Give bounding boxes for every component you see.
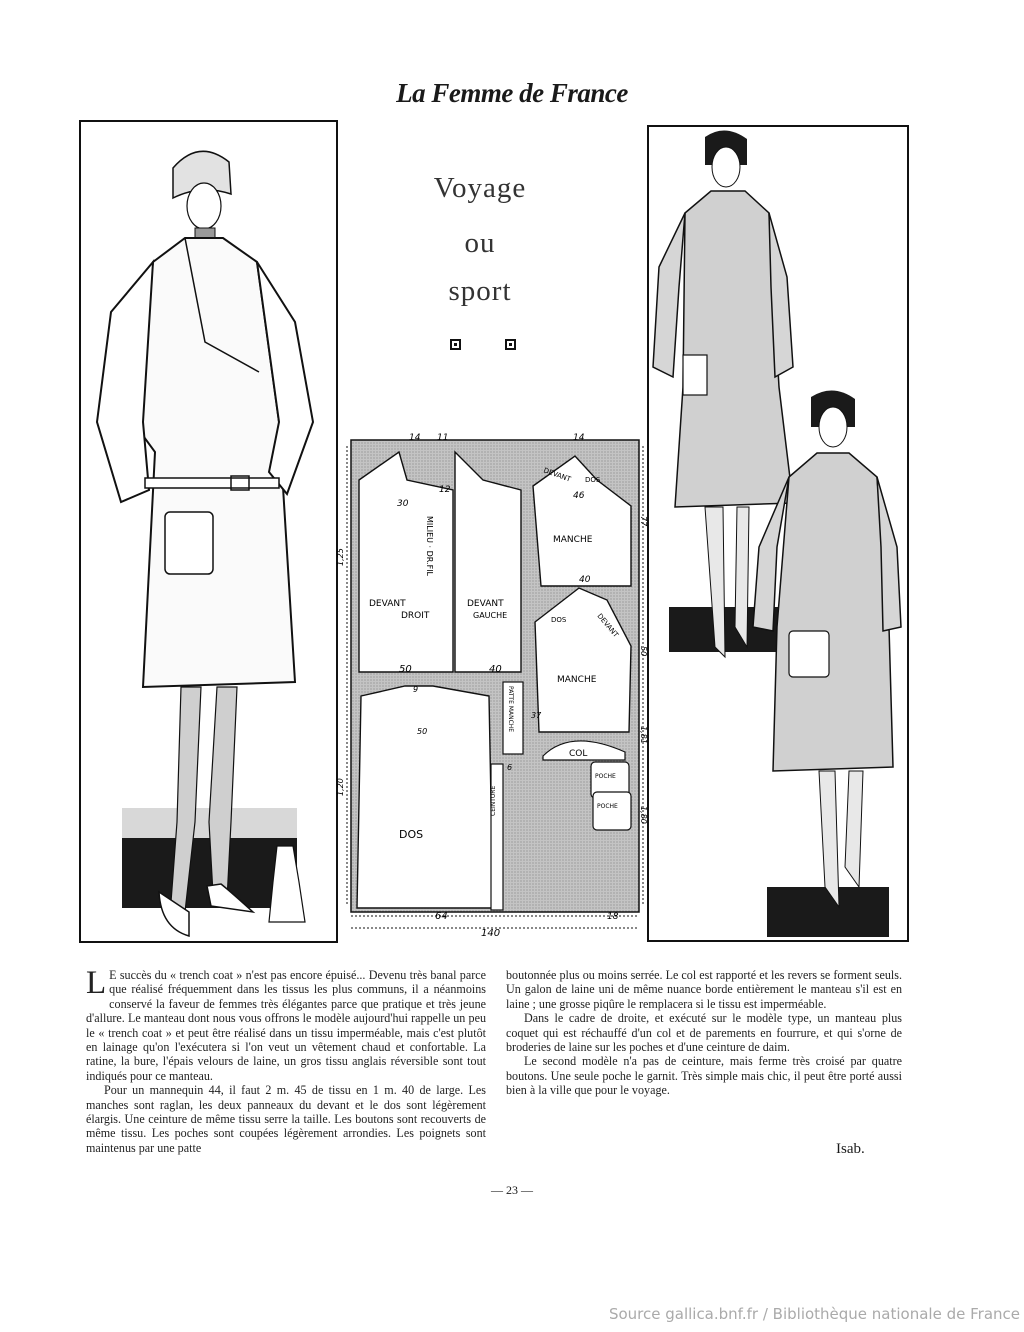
measure-14b: 14 [573,433,585,443]
ornament-icon [505,339,516,350]
article-paragraph: Pour un mannequin 44, il faut 2 m. 45 de tissu en 1 m. 40 de large. Les manches sont raglan, les deux panneaux du devant et le dos sont légèrement élargis. Une ceinture de même tissu serre la taille. Les boutons sont recouverts de même tissu. Les poches sont coupées légèrement arrondies. Les poignets sont maintenus par une patte [86,1083,486,1155]
measure-14a: 14 [409,433,421,443]
measure-125: 1,25 [336,548,345,566]
label-patte-manche: PATTE MANCHE [507,686,514,733]
measure-18: 18 [607,912,619,922]
right-illustration-frame [647,125,909,942]
title-sport: sport [448,275,512,307]
article-paragraph: Dans le cadre de droite, et exécuté sur le modèle type, un manteau plus coquet qui est réchauffé d'un col et de parements en fourrure, et qui s'orne de broderies de laine sur les poches et d'une ceinture de daim. [506,1011,902,1055]
measure-180: 1,80 [639,806,648,824]
sewing-pattern-diagram [336,433,648,939]
label-ceinture: CEINTURE [490,785,497,816]
measure-40a: 40 [579,575,591,585]
measure-120: 1,20 [336,778,345,796]
measure-64: 64 [435,911,448,922]
label-manche-top: MANCHE [553,535,593,545]
measure-6: 6 [507,763,513,772]
source-footer: Source gallica.bnf.fr / Bibliothèque nationale de France [608,1305,1020,1323]
measure-181: 1,81 [639,726,648,744]
coats-illustration [649,127,907,940]
label-devant-droit-2: DROIT [401,611,430,621]
masthead-logo: La Femme de France [396,78,628,108]
label-devant-gauche-1: DEVANT [467,599,504,609]
measure-50c: 50 [639,646,648,657]
measure-140: 140 [481,928,501,939]
measure-40b: 40 [489,664,502,675]
measure-12: 12 [439,485,451,495]
label-poche-2: POCHE [597,803,618,810]
left-illustration-frame [79,120,338,943]
article-column-left [86,965,486,1155]
label-devant-small-bottom: DEVANT [595,612,620,640]
measure-9: 9 [413,685,419,694]
measure-30: 30 [397,499,409,509]
measure-11: 11 [437,433,449,443]
ornament-icon [450,339,461,350]
label-devant-droit-1: DEVANT [369,599,406,609]
label-dos-small-top: DOS [585,476,601,484]
label-milieu: MILIEU · DR.FIL [425,516,434,577]
article-column-right [506,968,902,1098]
label-manche-bottom: MANCHE [557,675,597,685]
title-ou: ou [464,227,496,259]
measure-50a: 50 [399,664,412,675]
label-dos: DOS [399,828,424,841]
page-number: — 23 — [491,1183,533,1197]
label-dos-small-bottom: DOS [551,616,567,624]
title-ornaments [450,339,516,350]
label-devant-gauche-2: GAUCHE [473,611,508,620]
drop-cap: L [86,965,107,1001]
author-signature: Isab. [836,1141,865,1157]
label-col: COL [569,749,588,759]
measure-37: 37 [531,711,542,720]
article-paragraph: L E succès du « trench coat » n'est pas encore épuisé... Devenu très banal parce que réalisé fréquemment dans les tissus les plus communs, il a néanmoins conservé la faveur de femmes très élégantes parce que pratique et très jeune d'allure. Le manteau dont nous vous offrons le modèle aujourd'hui rappelle un peu le « trench coat » et peut être réalisé dans un tissu imperméable, mais c'est plutôt en lainage qu'on l'exécutera si l'on veut un vêtement chaud et confortable. La ratine, la bure, l'épais velours de laine, un gros tissu anglais réversible sont tout indiqués pour ce manteau. [86,965,486,1083]
measure-50b: 50 [417,727,428,736]
title-voyage: Voyage [433,172,527,204]
trench-coat-illustration [81,122,336,941]
article-paragraph: boutonnée plus ou moins serrée. Le col est rapporté et les revers se forment seuls. Un galon de laine uni de même nuance borde entièrement le manteau s'il est en laine ; une grosse piqûre le remplacera si le tissu est imperméable. [506,968,902,1011]
measure-46: 46 [573,491,585,501]
measure-77: 77 [639,516,648,527]
pattern-drawing [336,433,648,939]
article-paragraph: Le second modèle n'a pas de ceinture, mais ferme très croisé par quatre boutons. Une seule poche le garnit. Très simple mais chic, il peut être porté aussi bien à la ville que pour le voyage. [506,1054,902,1098]
label-devant-small-top: DEVANT [542,466,572,484]
label-poche-1: POCHE [595,773,616,780]
